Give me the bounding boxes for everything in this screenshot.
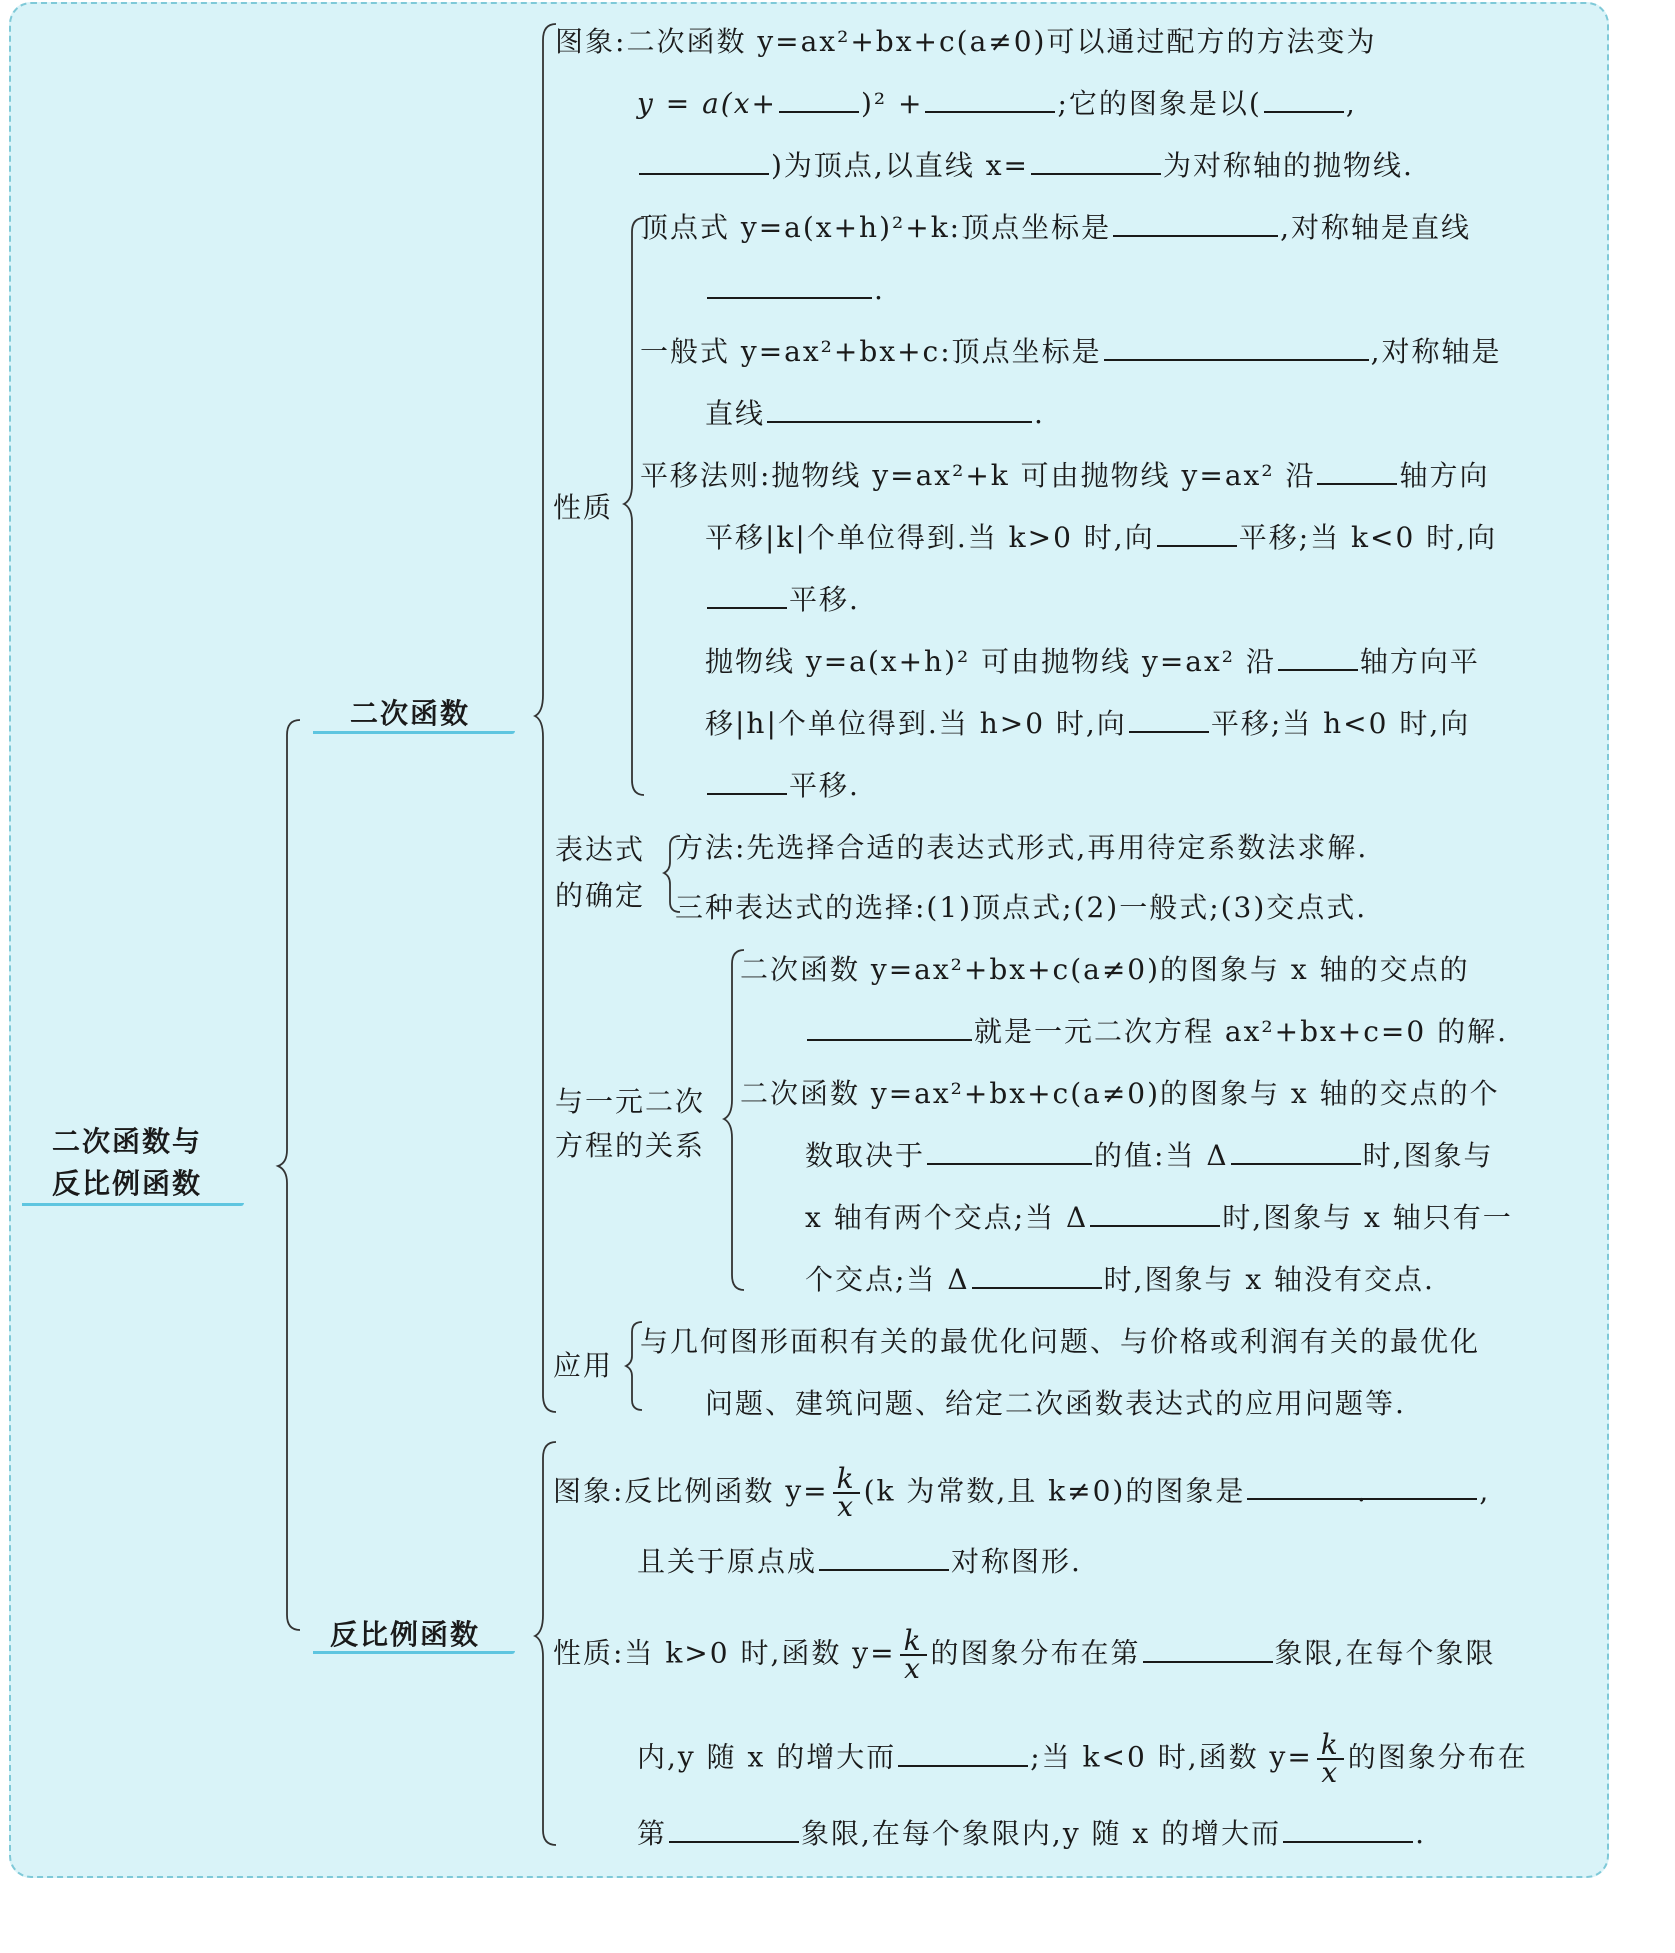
application-label: 应用 (553, 1349, 614, 1382)
equation-line6: 个交点;当 Δ 时,图象与 x 轴没有交点. (805, 1263, 1435, 1296)
blank (807, 1013, 972, 1041)
fraction-k-over-x: $\frac{k}{x}$ (833, 1466, 860, 1520)
expression-choices: 三种表达式的选择:(1)顶点式;(2)一般式;(3)交点式. (675, 891, 1368, 924)
blank (1113, 209, 1278, 237)
equation-brace (724, 950, 744, 1290)
shift-rule2-line2: 移|h|个单位得到.当 h>0 时,向 平移;当 h<0 时,向 (705, 707, 1471, 740)
blank (927, 1137, 1092, 1165)
blank (1283, 1815, 1413, 1843)
blank (925, 85, 1055, 113)
shift-rule2-line1: 抛物线 y=a(x+h)² 可由抛物线 y=ax² 沿 轴方向平 (705, 645, 1480, 678)
branch-quadratic: 二次函数 (350, 697, 471, 730)
blank (707, 767, 787, 795)
quad-graph-line3: )为顶点,以直线 x= 为对称轴的抛物线. (637, 146, 1414, 186)
root-brace (278, 720, 300, 1630)
expression-method: 方法:先选择合适的表达式形式,再用待定系数法求解. (675, 831, 1369, 864)
shift-rule-line1: 平移法则:抛物线 y=ax²+k 可由抛物线 y=ax² 沿 轴方向 (640, 459, 1490, 492)
blank (1104, 333, 1369, 361)
root-underline (22, 1203, 244, 1206)
vertex-form-line2: . (705, 270, 885, 310)
general-form-line2: 直线 . (705, 397, 1045, 430)
equation-line2: 就是一元二次方程 ax²+bx+c=0 的解. (805, 1012, 1508, 1052)
inverse-prop-line1: 性质:当 k>0 时,函数 y= $\frac{k}{x}$ 的图象分布在第 象限,在每个象限 (553, 1624, 1496, 1685)
blank (639, 147, 769, 175)
expression-label-1: 表达式 (555, 833, 646, 866)
fraction-k-over-x: $\frac{k}{x}$ (900, 1628, 927, 1682)
blank (1090, 1199, 1220, 1227)
blank (1231, 1137, 1361, 1165)
equation-label-2: 方程的关系 (555, 1129, 706, 1162)
blank (779, 85, 859, 113)
root-title-line2: 反比例函数 (52, 1167, 203, 1200)
blank (1143, 1635, 1273, 1663)
inverse-prop-line3: 第 象限,在每个象限内,y 随 x 的增大而 . (637, 1817, 1427, 1850)
quad-graph-line1: 图象:二次函数 y=ax²+bx+c(a≠0)可以通过配方的方法变为 (555, 25, 1377, 58)
blank (1278, 643, 1358, 671)
quadratic-brace (535, 24, 556, 1412)
equation-line5: x 轴有两个交点;当 Δ 时,图象与 x 轴只有一 (805, 1201, 1513, 1234)
blank (1031, 147, 1161, 175)
blank (819, 1543, 949, 1571)
branch-inverse-underline (313, 1651, 515, 1654)
shift-rule-line3: 平移. (705, 580, 860, 620)
application-line2: 问题、建筑问题、给定二次函数表达式的应用问题等. (705, 1387, 1406, 1420)
blank (669, 1815, 799, 1843)
inverse-graph-line1: 图象:反比例函数 y= $\frac{k}{x}$ (k 为常数,且 k≠0)的图象是 . , (553, 1462, 1491, 1523)
blank (1157, 519, 1237, 547)
branch-inverse: 反比例函数 (330, 1618, 481, 1651)
general-form-line1: 一般式 y=ax²+bx+c:顶点坐标是 ,对称轴是 (640, 335, 1502, 368)
equation-line4: 数取决于 的值:当 Δ 时,图象与 (805, 1139, 1494, 1172)
blank (898, 1739, 1028, 1767)
blank (767, 395, 1032, 423)
equation-line1: 二次函数 y=ax²+bx+c(a≠0)的图象与 x 轴的交点的 (740, 953, 1470, 986)
expression-label-2: 的确定 (555, 879, 646, 912)
blank (707, 581, 787, 609)
application-line1: 与几何图形面积有关的最优化问题、与价格或利润有关的最优化 (640, 1325, 1481, 1358)
properties-brace (624, 218, 644, 795)
properties-label: 性质 (553, 491, 614, 524)
blank (1317, 457, 1397, 485)
shift-rule2-line3: 平移. (705, 766, 860, 806)
blank (1129, 705, 1209, 733)
blank (972, 1261, 1102, 1289)
equation-line3: 二次函数 y=ax²+bx+c(a≠0)的图象与 x 轴的交点的个 (740, 1077, 1500, 1110)
quad-graph-line2: y = a(x+ )² + ;它的图象是以( , (637, 87, 1357, 120)
blank: . (1247, 1472, 1477, 1500)
vertex-form-line1: 顶点式 y=a(x+h)²+k:顶点坐标是 ,对称轴是直线 (640, 211, 1471, 244)
blank (707, 271, 872, 299)
inverse-graph-line2: 且关于原点成 对称图形. (637, 1545, 1082, 1578)
root-title-line1: 二次函数与 (52, 1125, 203, 1158)
shift-rule-line2: 平移|k|个单位得到.当 k>0 时,向 平移;当 k<0 时,向 (705, 521, 1498, 554)
blank (1264, 85, 1344, 113)
branch-quadratic-underline (313, 731, 515, 734)
inverse-prop-line2: 内,y 随 x 的增大而 ;当 k<0 时,函数 y= $\frac{k}{x}$ 的图象分布在 (637, 1728, 1528, 1789)
equation-label-1: 与一元二次 (555, 1085, 706, 1118)
fraction-k-over-x: $\frac{k}{x}$ (1317, 1732, 1344, 1786)
